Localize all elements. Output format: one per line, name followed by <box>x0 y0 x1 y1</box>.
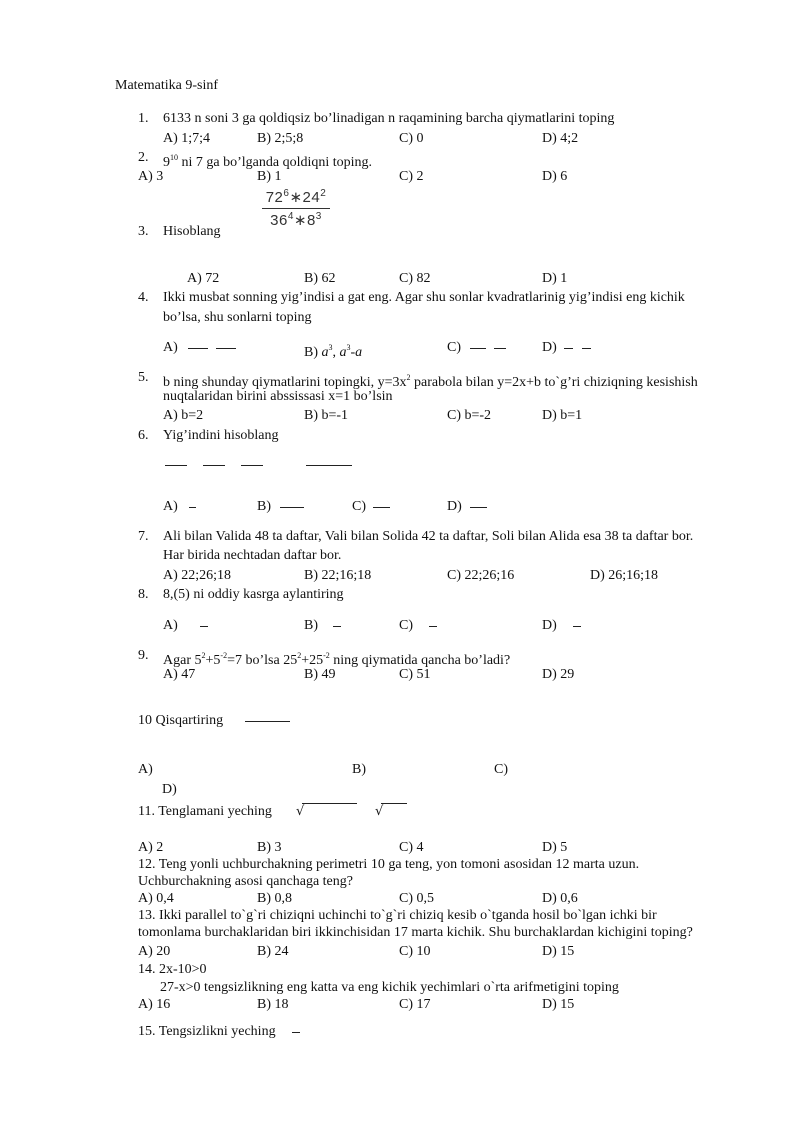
question-number-7: 7. <box>138 529 149 544</box>
question-14-line-1: 14. 2x-10>0 <box>138 962 207 977</box>
question-12-line-1: 12. Teng yonli uchburchakning perimetri 10 ga teng, yon tomoni asosidan 12 marta uzun. <box>138 857 640 872</box>
q11-radical-1: √ <box>296 804 304 819</box>
q12-option-a: A) 0,4 <box>138 891 174 906</box>
q8-option-c: C) <box>399 618 413 633</box>
q6-c-fraction-bar <box>373 507 390 508</box>
q13-option-a: A) 20 <box>138 944 171 959</box>
question-15-text: 15. Tengsizlikni yeching <box>138 1024 276 1039</box>
q1-option-d: D) 4;2 <box>542 131 579 146</box>
q14-option-d: D) 15 <box>542 997 575 1012</box>
question-1-text: 6133 n soni 3 ga qoldiqsiz bo’linadigan n raqamining barcha qiymatlarini toping <box>163 111 615 126</box>
q7-option-c: C) 22;26;16 <box>447 568 515 583</box>
q5-option-c: C) b=-2 <box>447 408 492 423</box>
question-number-1: 1. <box>138 111 149 126</box>
q12-option-d: D) 0,6 <box>542 891 578 906</box>
q7-option-b: B) 22;16;18 <box>304 568 372 583</box>
q1-option-b: B) 2;5;8 <box>257 131 304 146</box>
q12-option-b: B) 0,8 <box>257 891 292 906</box>
q3-fraction-bar <box>262 208 330 209</box>
q15-fraction-bar <box>292 1032 300 1033</box>
q8-a-fraction-bar <box>200 626 208 627</box>
question-4-line-2: bo’lsa, shu sonlarni toping <box>163 310 312 325</box>
question-number-5: 5. <box>138 370 149 385</box>
q4-c-fraction-bar-2 <box>494 348 506 349</box>
question-number-8: 8. <box>138 587 149 602</box>
q13-option-c: C) 10 <box>399 944 431 959</box>
q6-d-fraction-bar <box>470 507 487 508</box>
question-number-2: 2. <box>138 150 149 165</box>
q6-option-b: B) <box>257 499 271 514</box>
q11-option-d: D) 5 <box>542 840 568 855</box>
q6-option-a: A) <box>163 499 178 514</box>
q5-option-b: B) b=-1 <box>304 408 349 423</box>
q14-option-c: C) 17 <box>399 997 431 1012</box>
q6-a-fraction-bar <box>189 507 196 508</box>
q3-option-b: B) 62 <box>304 271 336 286</box>
q10-option-c: C) <box>494 762 508 777</box>
q13-option-d: D) 15 <box>542 944 575 959</box>
q10-option-d: D) <box>162 782 177 797</box>
q4-option-b: B) $a^3$, $a^3-a$ <box>304 343 363 360</box>
q10-fraction-bar <box>245 721 290 722</box>
question-13-line-1: 13. Ikki parallel to`g`ri chiziqni uchinchi to`g`ri chiziq kesib o`tganda hosil bo`lgan ichki bir <box>138 908 657 923</box>
q4-d-fraction-bar-2 <box>582 348 591 349</box>
q9-option-b: B) 49 <box>304 667 336 682</box>
document-title: Matematika 9-sinf <box>115 78 219 93</box>
question-2-text: $9^{10}$ ni 7 ga bo’lganda qoldiqni toping. <box>163 153 373 170</box>
q4-d-fraction-bar-1 <box>564 348 573 349</box>
q7-option-d: D) 26;16;18 <box>590 568 659 583</box>
q2-option-d: D) 6 <box>542 169 568 184</box>
q8-option-b: B) <box>304 618 318 633</box>
q14-option-a: A) 16 <box>138 997 171 1012</box>
q10-option-a: A) <box>138 762 153 777</box>
q10-option-b: B) <box>352 762 366 777</box>
q6-fraction-bar-4 <box>306 465 352 466</box>
q11-option-c: C) 4 <box>399 840 424 855</box>
q9-option-a: A) 47 <box>163 667 196 682</box>
q2-option-b: B) 1 <box>257 169 282 184</box>
q14-option-b: B) 18 <box>257 997 289 1012</box>
question-13-line-2: tomonlama burchaklaridan biri ikkinchisidan 17 marta kichik. Shu burchaklardan kichigini toping? <box>138 925 693 940</box>
q6-fraction-bar-2 <box>203 465 225 466</box>
question-number-3: 3. <box>138 224 149 239</box>
question-number-9: 9. <box>138 648 149 663</box>
q4-c-fraction-bar-1 <box>470 348 486 349</box>
question-number-4: 4. <box>138 290 149 305</box>
q6-b-fraction-bar <box>280 507 304 508</box>
question-6-text: Yig’indini hisoblang <box>163 428 279 443</box>
question-8-text: 8,(5) ni oddiy kasrga aylantiring <box>163 587 344 602</box>
question-5-line-2: nuqtalaridan birini abssissasi x=1 bo’lsin <box>163 389 393 404</box>
q6-fraction-bar-3 <box>241 465 263 466</box>
q11-radical-2: √ <box>375 804 383 819</box>
q2-option-a: A) 3 <box>138 169 164 184</box>
q13-option-b: B) 24 <box>257 944 289 959</box>
q4-option-d: D) <box>542 340 557 355</box>
question-12-line-2: Uchburchakning asosi qanchaga teng? <box>138 874 353 889</box>
q3-numerator: $72^6∗24^2$ <box>265 188 327 206</box>
q8-option-d: D) <box>542 618 557 633</box>
q9-option-c: C) 51 <box>399 667 431 682</box>
question-5-line-1: b ning shunday qiymatlarini topingki, $y=3x^2$ parabola bilan y=2x+b to`g’ri chiziqning kesishish <box>163 373 698 390</box>
q2-option-c: C) 2 <box>399 169 424 184</box>
q12-option-c: C) 0,5 <box>399 891 434 906</box>
q3-option-c: C) 82 <box>399 271 431 286</box>
q8-c-fraction-bar <box>429 626 437 627</box>
q3-option-d: D) 1 <box>542 271 568 286</box>
q6-option-c: C) <box>352 499 366 514</box>
q7-option-a: A) 22;26;18 <box>163 568 232 583</box>
q5-option-a: A) b=2 <box>163 408 204 423</box>
question-4-line-1: Ikki musbat sonning yig’indisi a gat eng. Agar shu sonlar kvadratlarinig yig’indisi eng kichik <box>163 290 685 305</box>
question-7-line-1: Ali bilan Valida 48 ta daftar, Vali bilan Solida 42 ta daftar, Soli bilan Alida esa 38 ta daftar bor. <box>163 529 694 544</box>
question-10-text: 10 Qisqartiring <box>138 713 224 728</box>
q3-fraction-formula <box>262 188 330 229</box>
q8-d-fraction-bar <box>573 626 581 627</box>
question-9-text: Agar $5^2+5^{-2}=7$ bo’lsa $25^2+25^{-2}$ ning qiymatida qancha bo’ladi? <box>163 651 511 668</box>
q9-option-d: D) 29 <box>542 667 575 682</box>
q6-option-d: D) <box>447 499 462 514</box>
q1-option-c: C) 0 <box>399 131 424 146</box>
q6-fraction-bar-1 <box>165 465 187 466</box>
q4-a-fraction-bar-1 <box>188 348 208 349</box>
question-number-6: 6. <box>138 428 149 443</box>
q11-option-a: A) 2 <box>138 840 164 855</box>
question-7-line-2: Har birida nechtadan daftar bor. <box>163 548 342 563</box>
q4-option-c: C) <box>447 340 461 355</box>
question-11-text: 11. Tenglamani yeching <box>138 804 272 819</box>
q4-a-fraction-bar-2 <box>216 348 236 349</box>
q1-option-a: A) 1;7;4 <box>163 131 211 146</box>
question-3-text: Hisoblang <box>163 224 221 239</box>
question-14-line-2: 27-x>0 tengsizlikning eng katta va eng kichik yechimlari o`rta arifmetigini toping <box>160 980 619 995</box>
q4-option-a: A) <box>163 340 178 355</box>
q5-option-d: D) b=1 <box>542 408 583 423</box>
q8-option-a: A) <box>163 618 178 633</box>
q3-denominator: $36^4∗8^3$ <box>270 211 322 229</box>
q8-b-fraction-bar <box>333 626 341 627</box>
q11-option-b: B) 3 <box>257 840 282 855</box>
q3-option-a: A) 72 <box>187 271 220 286</box>
